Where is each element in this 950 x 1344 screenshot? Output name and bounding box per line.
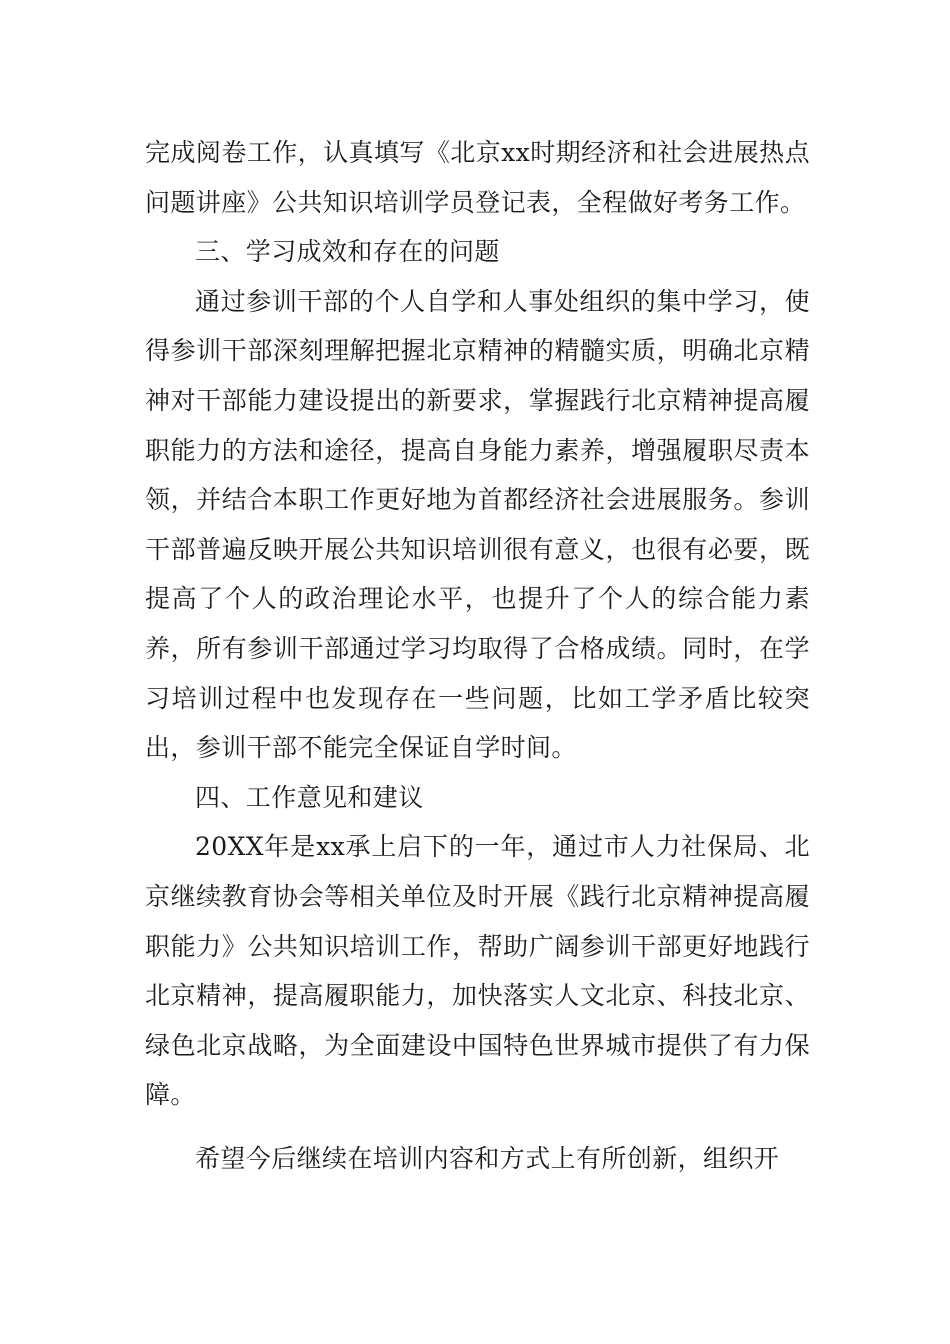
section-heading-4: 四、工作意见和建议 bbox=[195, 782, 424, 812]
document-body bbox=[145, 128, 810, 1183]
section-heading-3: 三、学习成效和存在的问题 bbox=[195, 237, 500, 267]
paragraph-hope: 希望今后继续在培训内容和方式上有所创新，组织开 bbox=[195, 1143, 780, 1173]
paragraph-results: 通过参训干部的个人自学和人事处组织的集中学习，使得参训干部深刻理解把握北京精神的精髓实质，明确北京精神对干部能力建设提出的新要求，掌握践行北京精神提高履职能力的方法和途径，提高自身能力素养，增强履职尽责本领，并结合本职工作更好地为首都经济社会进展服务。参训干部普遍反映开展公共知识培训很有意义，也很有必要，既提高了个人的政治理论水平，也提升了个人的综合能力素养，所有参训干部通过学习均取得了合格成绩。同时，在学习培训过程中也发现存在一些问题，比如工学矛盾比较突出，参训干部不能完全保证自学时间。 bbox=[145, 286, 810, 763]
paragraph-opinions: 20XX年是xx承上启下的一年，通过市人力社保局、北京继续教育协会等相关单位及时开展《践行北京精神提高履职能力》公共知识培训工作，帮助广阔参训干部更好地践行北京精神，提高履职能力，加快落实人文北京、科技北京、绿色北京战略，为全面建设中国特色世界城市提供了有力保障。 bbox=[145, 832, 810, 1110]
paragraph-continued: 完成阅卷工作，认真填写《北京xx时期经济和社会进展热点问题讲座》公共知识培训学员登记表，全程做好考务工作。 bbox=[145, 138, 810, 217]
